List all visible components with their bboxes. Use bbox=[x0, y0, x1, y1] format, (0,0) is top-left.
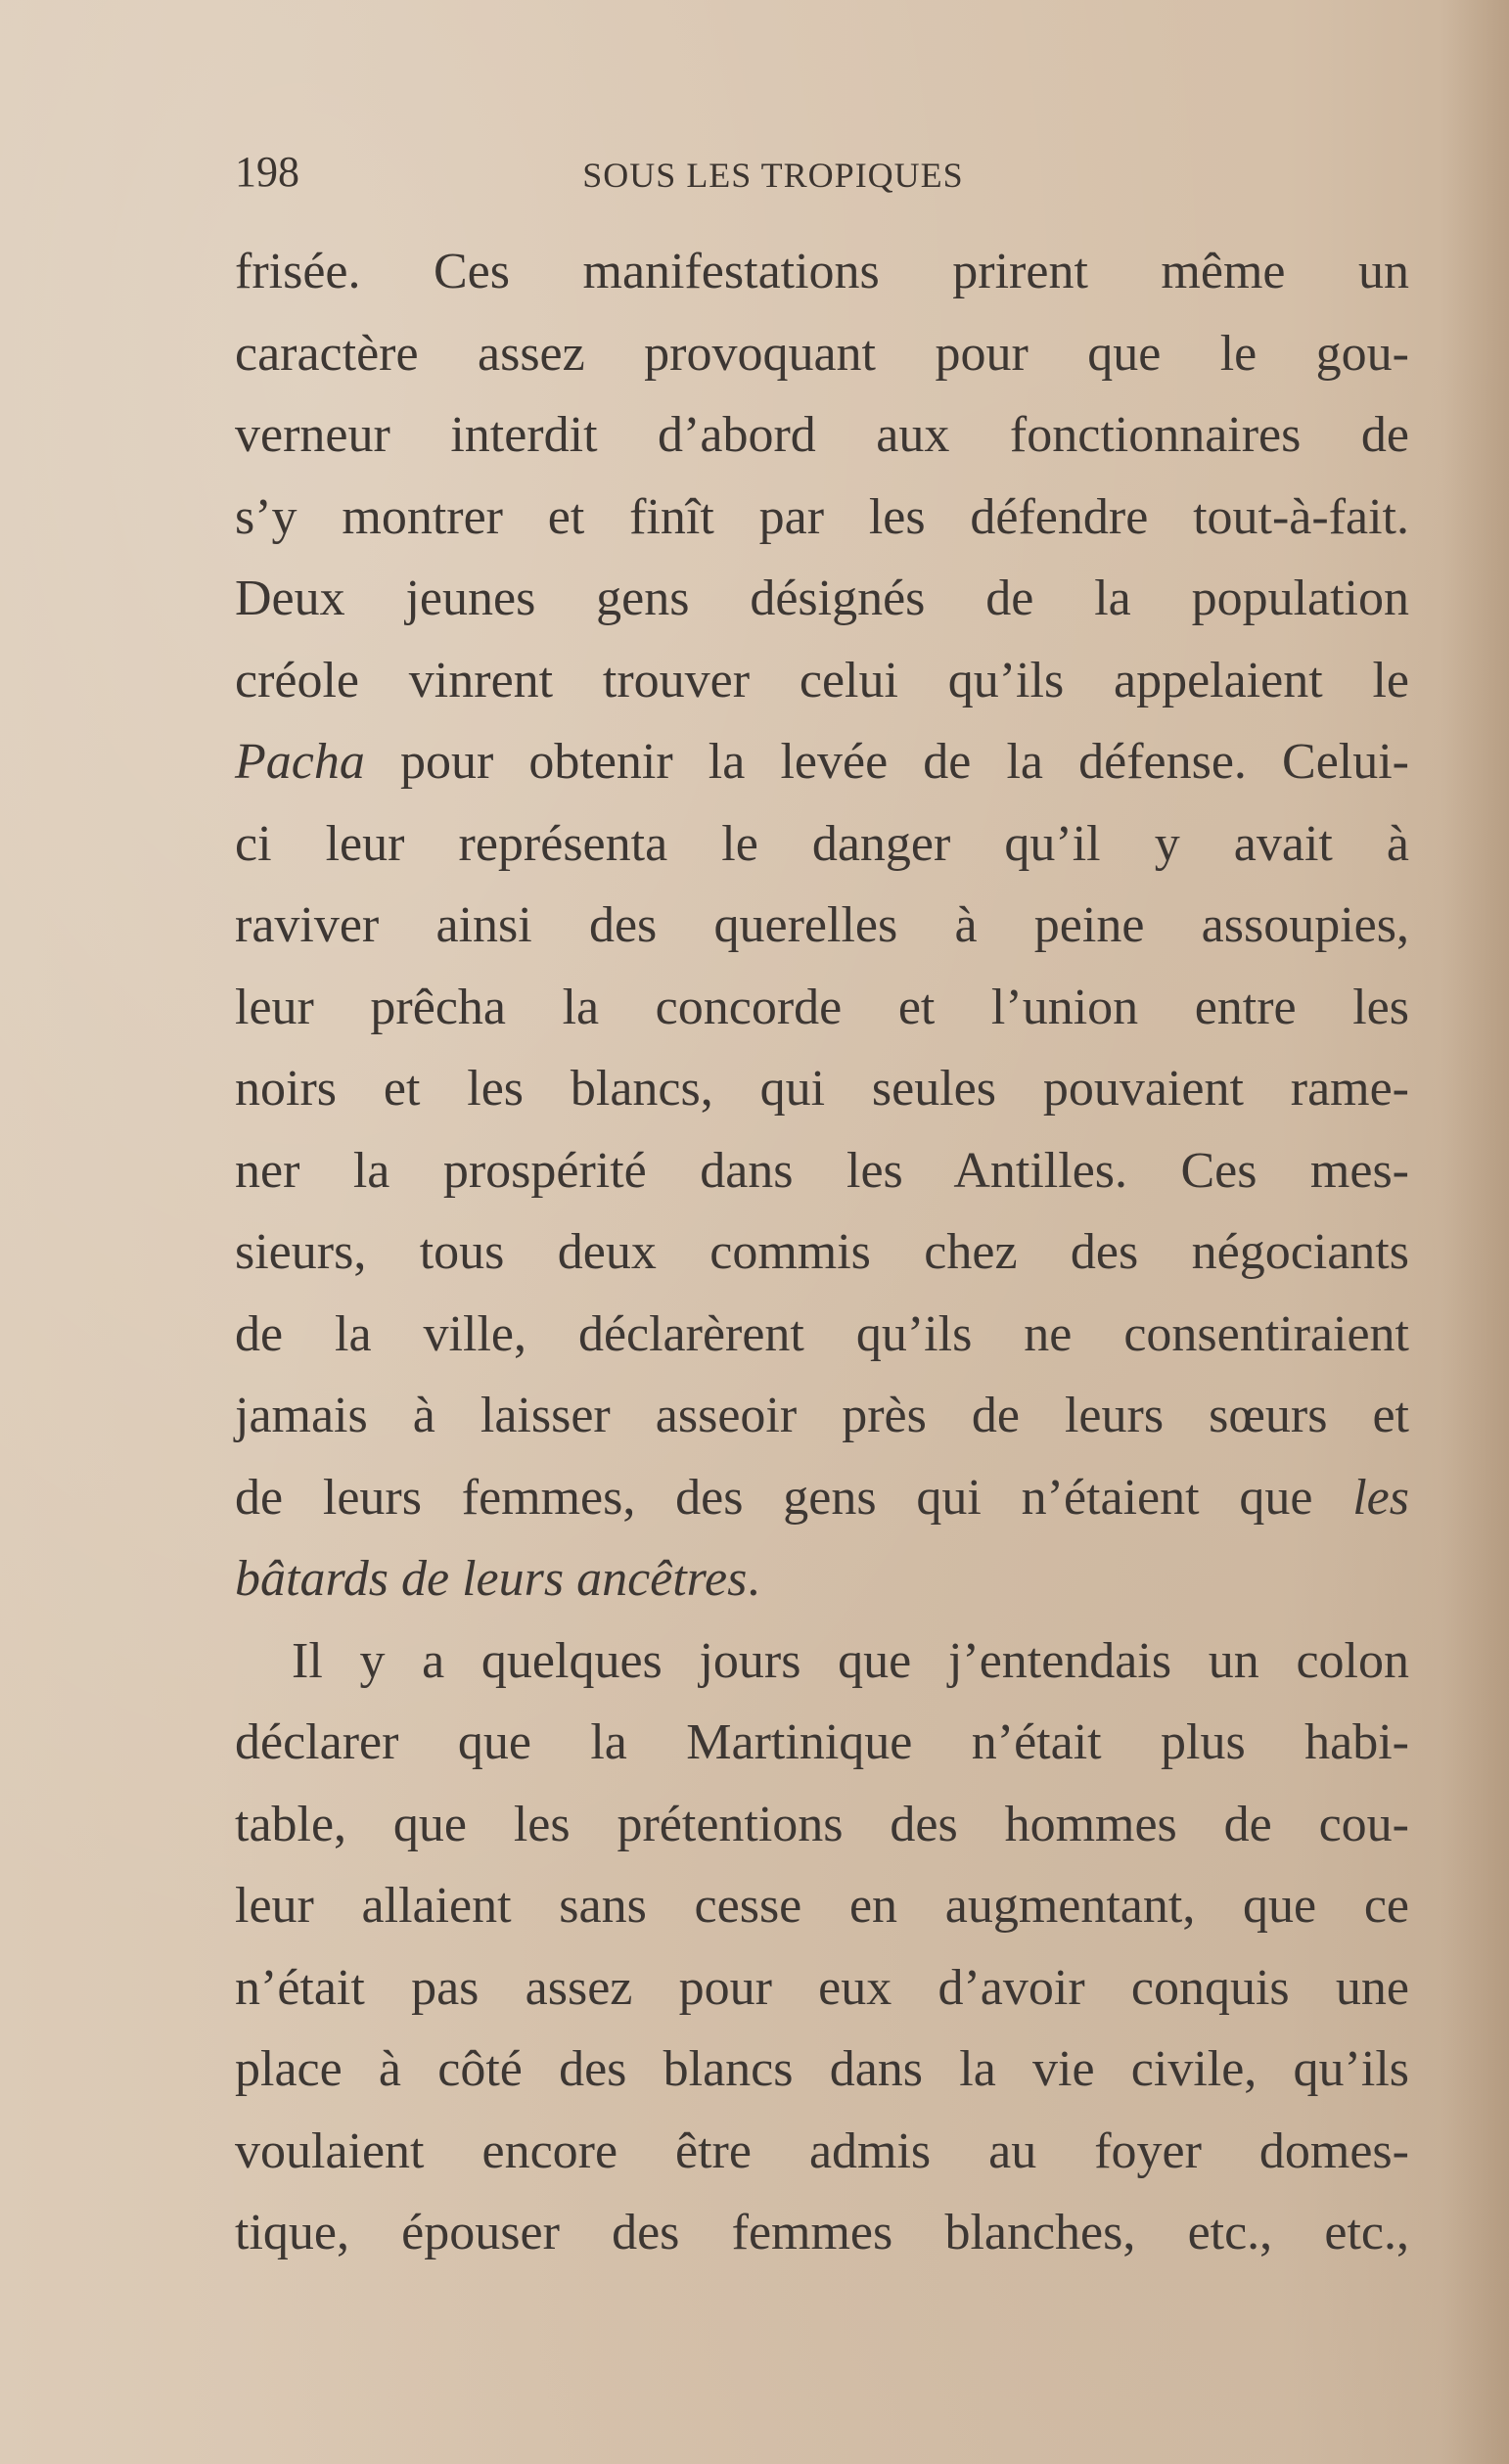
page-edge-shadow bbox=[1440, 0, 1509, 2464]
text-line: Deux jeunes gens désignés de la population bbox=[235, 570, 1409, 626]
text-line: noirs et les blancs, qui seules pouvaient rame- bbox=[235, 1061, 1409, 1117]
text-line: leur prêcha la concorde et l’union entre les bbox=[235, 979, 1409, 1035]
text-line: jamais à laisser asseoir près de leurs sœurs et bbox=[235, 1388, 1409, 1443]
text-line: de la ville, déclarèrent qu’ils ne consentiraient bbox=[235, 1305, 1409, 1362]
text-line: s’y montrer et finît par les défendre tout-à-fait. bbox=[235, 488, 1409, 545]
text-line: créole vinrent trouver celui qu’ils appelaient le bbox=[235, 652, 1409, 708]
text-line: verneur interdit d’abord aux fonctionnaires de bbox=[235, 407, 1409, 463]
page-number: 198 bbox=[235, 148, 299, 196]
text-line: frisée. Ces manifestations prirent même un bbox=[235, 244, 1409, 299]
text-line: ci leur représenta le danger qu’il y avait à bbox=[235, 815, 1409, 872]
running-title: SOUS LES TROPIQUES bbox=[582, 156, 964, 195]
text-line: n’était pas assez pour eux d’avoir conquis une bbox=[235, 1959, 1409, 2016]
italic-word-les: les bbox=[1352, 1469, 1409, 1526]
italic-word-pacha: Pacha bbox=[235, 734, 365, 790]
text-line: sieurs, tous deux commis chez des négociants bbox=[235, 1224, 1409, 1280]
text-run: pour obtenir la levée de la défense. Celui- bbox=[364, 734, 1409, 790]
text-line bbox=[235, 1457, 1409, 1539]
text-run: de leurs femmes, des gens qui n’étaient que bbox=[235, 1469, 1353, 1526]
text-line-paragraph-start: Il y a quelques jours que j’entendais un colon bbox=[292, 1632, 1409, 1689]
body-text bbox=[235, 231, 1409, 2274]
text-line: déclarer que la Martinique n’était plus habi- bbox=[235, 1714, 1409, 1770]
text-run: . bbox=[747, 1551, 760, 1607]
text-line: place à côté des blancs dans la vie civile, qu’ils bbox=[235, 2041, 1409, 2097]
text-line: raviver ainsi des querelles à peine assoupies, bbox=[235, 897, 1409, 953]
text-line: voulaient encore être admis au foyer domes- bbox=[235, 2122, 1409, 2179]
text-line: leur allaient sans cesse en augmentant, que ce bbox=[235, 1878, 1409, 1934]
page-header bbox=[235, 147, 1409, 205]
text-line: caractère assez provoquant pour que le gou- bbox=[235, 325, 1409, 382]
text-line bbox=[235, 1538, 1409, 1620]
text-line: table, que les prétentions des hommes de cou- bbox=[235, 1796, 1409, 1852]
text-line bbox=[235, 721, 1409, 803]
italic-phrase: bâtards de leurs ancêtres bbox=[235, 1551, 748, 1607]
text-line: ner la prospérité dans les Antilles. Ces mes- bbox=[235, 1142, 1409, 1199]
text-line: tique, épouser des femmes blanches, etc., etc., bbox=[235, 2205, 1409, 2260]
